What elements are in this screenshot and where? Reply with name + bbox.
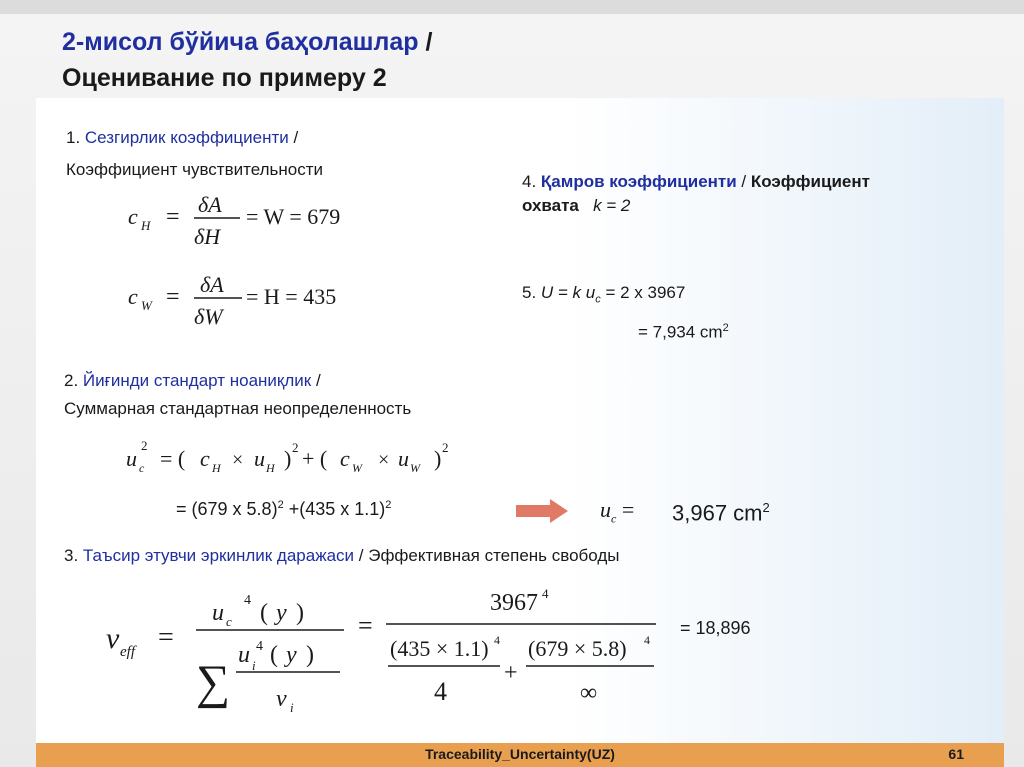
svg-text:): ) — [306, 642, 314, 668]
eq-cH — [128, 192, 340, 249]
section4-line2 — [522, 196, 630, 216]
section3-label-ru: Эффективная степень свободы — [368, 546, 620, 565]
svg-text:= (: = ( — [160, 446, 186, 471]
svg-text:(: ( — [270, 642, 278, 668]
svg-text:×: × — [378, 449, 390, 471]
eq-cW-lhs: c — [128, 284, 138, 309]
section1-label-ru: Коэффициент чувствительности — [66, 160, 323, 179]
section2-label-uz: Йиғинди стандарт ноаниқлик — [82, 371, 312, 390]
section5-formula-rest: = 2 x 3967 — [600, 283, 686, 302]
svg-text:u: u — [238, 642, 250, 668]
svg-text:2: 2 — [442, 440, 449, 455]
uc-sub: c — [611, 511, 617, 526]
page-number: 61 — [948, 746, 964, 762]
svg-text:u: u — [254, 446, 265, 471]
svg-text:c: c — [200, 446, 210, 471]
nu-eff-top-exp: 4 — [542, 586, 549, 601]
svg-text:4: 4 — [244, 593, 251, 608]
section2-num: 2. — [64, 371, 83, 390]
section3-num: 3. — [64, 546, 83, 565]
svg-text:ν: ν — [276, 686, 287, 712]
section1-sep: / — [288, 128, 299, 147]
section5-line1 — [522, 283, 685, 305]
svg-text:ν: ν — [106, 622, 120, 655]
top-bar — [0, 0, 1024, 14]
svg-text:c: c — [139, 461, 145, 475]
section3-heading — [64, 546, 620, 566]
effective-dof-result: = 18,896 — [680, 618, 751, 638]
svg-text:2: 2 — [141, 438, 148, 453]
eq-cW-rhs: = H = 435 — [246, 284, 337, 309]
svg-text:H: H — [212, 461, 221, 475]
section2-heading — [64, 371, 321, 391]
svg-text:=: = — [358, 611, 373, 640]
section5-line2 — [638, 322, 729, 343]
svg-text:i: i — [252, 658, 256, 673]
section2-calc: = (679 x 5.8)$^2$ +(435 x 1.1)$^2$ — [176, 499, 392, 519]
title-separator: / — [418, 28, 433, 56]
section2-sep: / — [311, 371, 321, 390]
nu-eff-top: 3967 — [490, 590, 538, 616]
section4-label-ru2: охвата — [522, 196, 579, 215]
svg-text:u: u — [398, 446, 409, 471]
svg-text:): ) — [284, 446, 292, 471]
section4-sep: / — [736, 172, 751, 191]
section1-label-uz: Сезгирлик коэффициенти — [84, 128, 289, 147]
eq-cH-num: δA — [198, 192, 222, 217]
uc-value: 3,967 cm — [672, 500, 763, 526]
svg-text:i: i — [290, 700, 294, 715]
section1-heading — [66, 128, 298, 148]
title-ru: Оценивание по примеру 2 — [62, 64, 387, 92]
result-arrow-icon — [514, 497, 574, 527]
section4-num: 4. — [522, 172, 541, 191]
section5-unit-exp: 2 — [722, 322, 729, 334]
svg-text:∑: ∑ — [196, 656, 231, 709]
svg-text:y: y — [276, 600, 287, 626]
svg-text:c: c — [226, 614, 232, 629]
eq-cH-equals: = — [166, 204, 180, 230]
eq-cW-lhs-sub: W — [141, 298, 152, 313]
uc-symbol: u — [600, 497, 611, 522]
welch-satterthwaite-formula — [100, 580, 680, 730]
svg-text:): ) — [296, 600, 304, 626]
svg-text:=: = — [158, 622, 174, 653]
footer-bar — [36, 743, 1004, 767]
svg-text:(: ( — [260, 600, 268, 626]
svg-text:4: 4 — [644, 633, 650, 647]
section3-sep: / — [354, 546, 369, 565]
expanded-uncertainty-result: = 7,934 cm — [638, 322, 723, 342]
svg-text:eff: eff — [120, 644, 135, 660]
section5-formula: U = k u — [540, 283, 596, 302]
svg-text:4: 4 — [494, 633, 500, 647]
svg-text:W: W — [410, 461, 420, 475]
eq-cH-lhs-sub: H — [141, 218, 151, 233]
nu-term1-num: (435 × 1.1) — [390, 636, 489, 661]
svg-text:+: + — [504, 660, 518, 686]
svg-text:u: u — [212, 600, 224, 626]
svg-text:u: u — [126, 446, 137, 471]
nu-term1-den: 4 — [434, 677, 447, 706]
eq-cH-rhs: = W = 679 — [246, 204, 341, 229]
combined-uncertainty-result: 3,967 $cm^2$ — [672, 500, 770, 526]
section5-formula-sub: c — [595, 293, 601, 306]
nu-term2-num: (679 × 5.8) — [528, 636, 627, 661]
section3-label-uz: Таъсир этувчи эркинлик даражаси — [82, 546, 355, 565]
svg-text:2: 2 — [292, 440, 299, 455]
uc-equals: = — [621, 497, 635, 522]
svg-text:y: y — [286, 642, 297, 668]
section2-label-ru: Суммарная стандартная неопределенность — [64, 399, 412, 418]
slide-title — [62, 24, 962, 96]
eq-cH-den: δH — [194, 224, 221, 249]
section1-num: 1. — [66, 128, 85, 147]
section4-label-ru: Коэффициент — [750, 172, 870, 191]
nu-term2-den: ∞ — [580, 680, 598, 706]
svg-text:): ) — [434, 446, 442, 471]
svg-text:c: c — [340, 446, 350, 471]
section4-label-uz: Қамров коэффициенти — [540, 172, 737, 191]
sensitivity-equations — [120, 188, 400, 328]
eq-cW-num: δA — [200, 272, 224, 297]
footer-text: Traceability_Uncertainty(UZ) — [425, 746, 615, 762]
eq-cW-den: δW — [194, 304, 223, 328]
svg-text:+ (: + ( — [302, 446, 328, 471]
eq-cW-equals: = — [166, 284, 180, 310]
svg-text:×: × — [232, 449, 244, 471]
svg-text:4: 4 — [256, 639, 263, 654]
title-uz: 2-мисол бўйича баҳолашлар — [62, 28, 419, 56]
calc-term2: +(435 x 1.1) — [283, 499, 386, 519]
svg-text:W: W — [352, 461, 362, 475]
combined-uncertainty-result-lhs — [600, 497, 634, 526]
eq-cW — [128, 272, 336, 328]
section4-heading — [522, 172, 870, 192]
eq-cH-lhs: c — [128, 204, 138, 229]
section5-num: 5. — [522, 283, 541, 302]
coverage-factor-k: k = 2 — [593, 196, 631, 215]
calc-term1: = (679 x 5.8) — [176, 499, 278, 519]
svg-text:H: H — [266, 461, 275, 475]
combined-uncertainty-formula — [120, 430, 500, 480]
